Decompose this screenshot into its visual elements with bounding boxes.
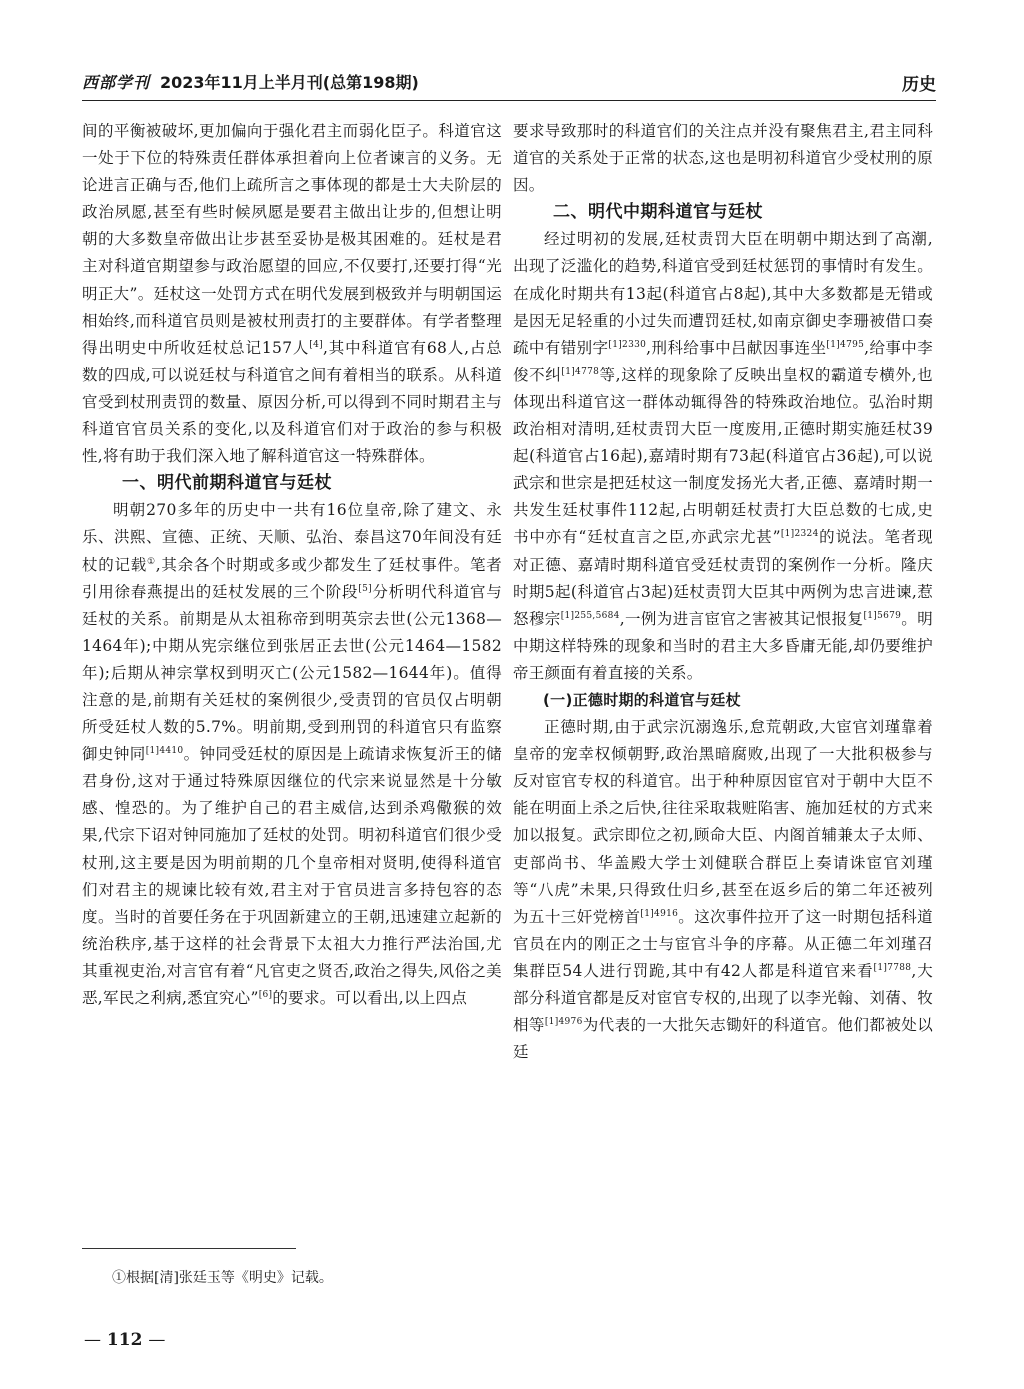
citation: [1]4795: [826, 339, 865, 350]
footnote: ①根据[清]张廷玉等《明史》记载。: [112, 1270, 333, 1286]
citation: [1]255,5684: [560, 610, 620, 621]
journal-name: 西部学刊: [82, 73, 151, 92]
citation: [1]5679: [863, 610, 902, 621]
left-column: [82, 118, 502, 1012]
paragraph: 要求导致那时的科道官们的关注点并没有聚焦君主,君主同科道官的关系处于正常的状态,这也是明初科道官少受杖刑的原因。: [513, 122, 933, 195]
header-rule: [82, 100, 936, 101]
page-number: — 112 —: [84, 1330, 166, 1350]
issue-info: 2023年11月上半月刊(总第198期): [160, 73, 419, 92]
section-heading: 二、明代中期科道官与廷杖: [553, 202, 763, 223]
running-header: [82, 70, 936, 100]
citation: [6]: [258, 989, 273, 1000]
citation: [1]2330: [608, 339, 647, 350]
citation: [1]4976: [544, 1016, 583, 1027]
citation: [1]7788: [873, 962, 912, 973]
paragraph: 明朝270多年的历史中一共有16位皇帝,除了建文、永乐、洪熙、宣德、正统、天顺、弘治、泰昌这70年间没有廷杖的记载①,其余各个时期或多或少都发生了廷杖事件。笔者引用徐春燕提出的廷杖发展的三个阶段[5]分析明代科道官与廷杖的关系。前期是从太祖称帝到明英宗去世(公元1368—1464年);中期从宪宗继位到张居正去世(公元1464—1582年);后期从神宗掌权到明灭亡(公元1582—1644年)。值得注意的是,前期有关廷杖的案例很少,受责罚的官员仅占明朝所受廷杖人数的5.7%。明前期,受到刑罚的科道官只有监察御史钟同$^{[1]4410}$。钟同受廷杖的原因是上疏请求恢复沂王的储君身份,这对于通过特殊原因继位的代宗来说显然是十分敏感、惶恐的。为了维护自己的君主威信,达到杀鸡儆猴的效果,代宗下诏对钟同施加了廷杖的处罚。明初科道官们很少受杖刑,这主要是因为明前期的几个皇帝相对贤明,使得科道官们对君主的规谏比较有效,君主对于官员进言多持包容的态度。当时的首要任务在于巩固新建立的王朝,迅速建立起新的统治秩序,基于这样的社会背景下太祖大力推行严法治国,尤其重视吏治,对言官有着“凡官吏之贤否,政治之得失,风俗之美恶,军民之利病,悉宜究心”[6]的要求。可以看出,以上四点: [82, 501, 502, 1007]
citation: [1]2324: [780, 529, 819, 540]
citation: [1]4410: [145, 746, 184, 756]
citation: [1]4916: [640, 908, 679, 919]
citation: [4]: [309, 339, 323, 350]
citation: [5]: [358, 583, 372, 594]
paragraph: 间的平衡被破坏,更加偏向于强化君主而弱化臣子。科道官这一处于下位的特殊责任群体承担着向上位者谏言的义务。无论进言正确与否,他们上疏所言之事体现的都是士大夫阶层的政治夙愿,甚至有些时候夙愿是要君主做出让步的,但想让明朝的大多数皇帝做出让步甚至妥协是极其困难的。廷杖是君主对科道官期望参与政治愿望的回应,不仅要打,还要打得“光明正大”。廷杖这一处罚方式在明代发展到极致并与明朝国运相始终,而科道官员则是被杖刑责打的主要群体。有学者整理得出明史中所收廷杖总记157人[4],其中科道官有68人,占总数的四成,可以说廷杖与科道官之间有着相当的联系。从科道官受到杖刑责罚的数量、原因分析,可以得到不同时期君主与科道官官员关系的变化,以及科道官们对于政治的参与积极性,将有助于我们深入地了解科道官这一特殊群体。: [82, 122, 502, 466]
right-column: [513, 118, 933, 1066]
paragraph: 经过明初的发展,廷杖责罚大臣在明朝中期达到了高潮,出现了泛滥化的趋势,科道官受到廷杖惩罚的事情时有发生。在成化时期共有13起(科道官占8起),其中大多数都是无错或是因无足轻重的小过失而遭罚廷杖,如南京御史李珊被借口奏疏中有错别字$^{[1]2330}$,刑科给事中吕献因事连坐$^{[1]4795}$,给事中李俊不纠$^{[1]4778}$等,这样的现象除了反映出皇权的霸道专横外,也体现出科道官这一群体动辄得咎的特殊政治地位。弘治时期政治相对清明,廷杖责罚大臣一度废用,正德时期实施廷杖39起(科道官占16起),嘉靖时期有73起(科道官占36起),可以说武宗和世宗是把廷杖这一制度发扬光大者,正德、嘉靖时期一共发生廷杖事件112起,占明朝廷杖责打大臣总数的七成,史书中亦有“廷杖直言之臣,亦武宗尤甚”$^{[1]2324}$的说法。笔者现对正德、嘉靖时期科道官受廷杖责罚的案例作一分析。隆庆时期5起(科道官占3起)廷杖责罚大臣其中两例为忠言进谏,惹怒穆宗$^{[1]255,5684}$,一例为进言宦官之害被其记恨报复$^{[1]5679}$。明中期这样特殊的现象和当时的君主大多昏庸无能,却仍要维护帝王颜面有着直接的关系。: [513, 230, 933, 682]
section-heading: 一、明代前期科道官与廷杖: [122, 473, 332, 494]
section-name: 历史: [902, 75, 936, 95]
footnote-rule: [82, 1248, 296, 1249]
paragraph: 正德时期,由于武宗沉溺逸乐,怠荒朝政,大宦官刘瑾靠着皇帝的宠幸权倾朝野,政治黑暗腐败,出现了一大批积极参与反对宦官专权的科道官。出于种种原因宦官对于朝中大臣不能在明面上杀之后快,往往采取栽赃陷害、施加廷杖的方式来加以报复。武宗即位之初,顾命大臣、内阁首辅兼太子太师、吏部尚书、华盖殿大学士刘健联合群臣上奏请诛宦官刘瑾等“八虎”未果,只得致仕归乡,甚至在返乡后的第二年还被列为五十三奸党榜首$^{[1]4916}$。这次事件拉开了这一时期包括科道官员在内的刚正之士与宦官斗争的序幕。从正德二年刘瑾召集群臣54人进行罚跪,其中有42人都是科道官来看$^{[1]7788}$,大部分科道官都是反对宦官专权的,出现了以李光翰、刘蒨、牧相等$^{[1]4976}$为代表的一大批矢志锄奸的科道官。他们都被处以廷: [513, 718, 933, 1062]
footnote-marker: ①: [146, 556, 156, 567]
citation: [1]4778: [561, 366, 600, 377]
subsection-heading: (一)正德时期的科道官与廷杖: [543, 690, 741, 709]
